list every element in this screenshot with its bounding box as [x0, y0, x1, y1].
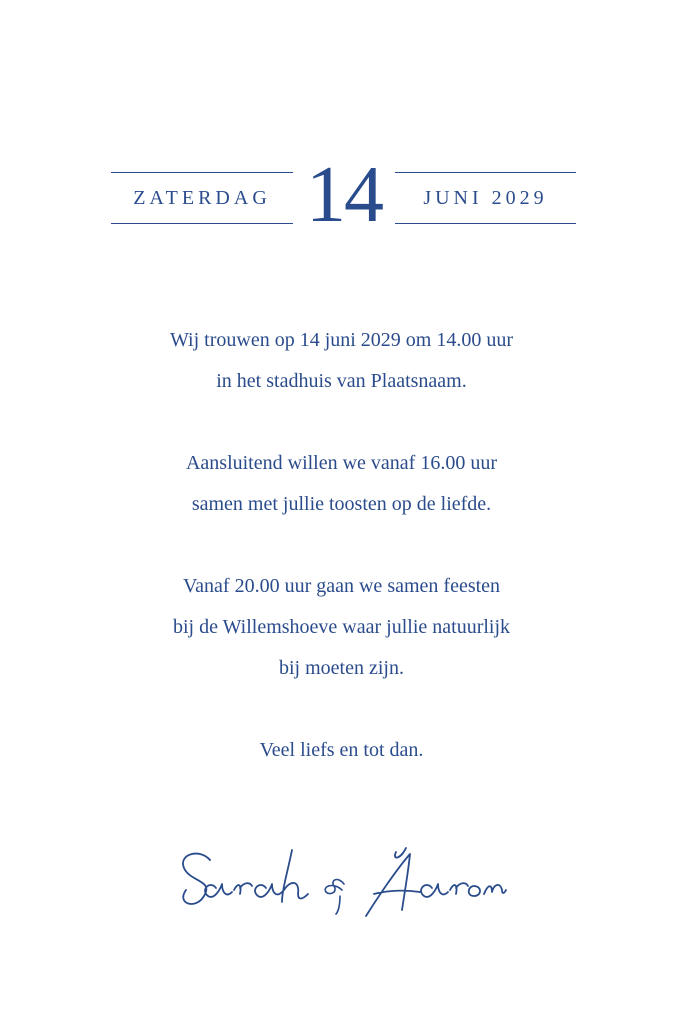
message-line: Wij trouwen op 14 juni 2029 om 14.00 uur — [169, 329, 514, 351]
paragraph-closing — [60, 730, 623, 771]
message-line: samen met jullie toosten op de liefde. — [191, 493, 492, 515]
message-line: bij moeten zijn. — [279, 657, 404, 679]
paragraph-toast — [60, 443, 623, 525]
signature-stroke-aaron — [366, 848, 506, 916]
message-line: Veel liefs en tot dan. — [259, 739, 424, 761]
message-line: Aansluitend willen we vanaf 16.00 uur — [185, 452, 498, 474]
message-line: bij de Willemshoeve waar jullie natuurlijk — [172, 616, 511, 638]
day-number: 14 — [306, 151, 382, 239]
month-year-box — [395, 172, 576, 224]
signature-stroke-sarah — [183, 850, 308, 904]
weekday-box — [111, 172, 293, 224]
paragraph-party — [60, 566, 623, 689]
invitation-message — [60, 320, 623, 812]
date-header — [0, 0, 683, 260]
weekday-label: ZATERDAG — [133, 186, 271, 209]
message-line: in het stadhuis van Plaatsnaam. — [216, 370, 467, 392]
handwritten-signature — [170, 830, 510, 930]
month-year-label: JUNI 2029 — [423, 186, 548, 209]
signature-stroke-ampersand — [325, 880, 344, 914]
signature-drawing — [170, 830, 510, 930]
paragraph-ceremony — [60, 320, 623, 402]
message-line: Vanaf 20.00 uur gaan we samen feesten — [182, 575, 501, 597]
